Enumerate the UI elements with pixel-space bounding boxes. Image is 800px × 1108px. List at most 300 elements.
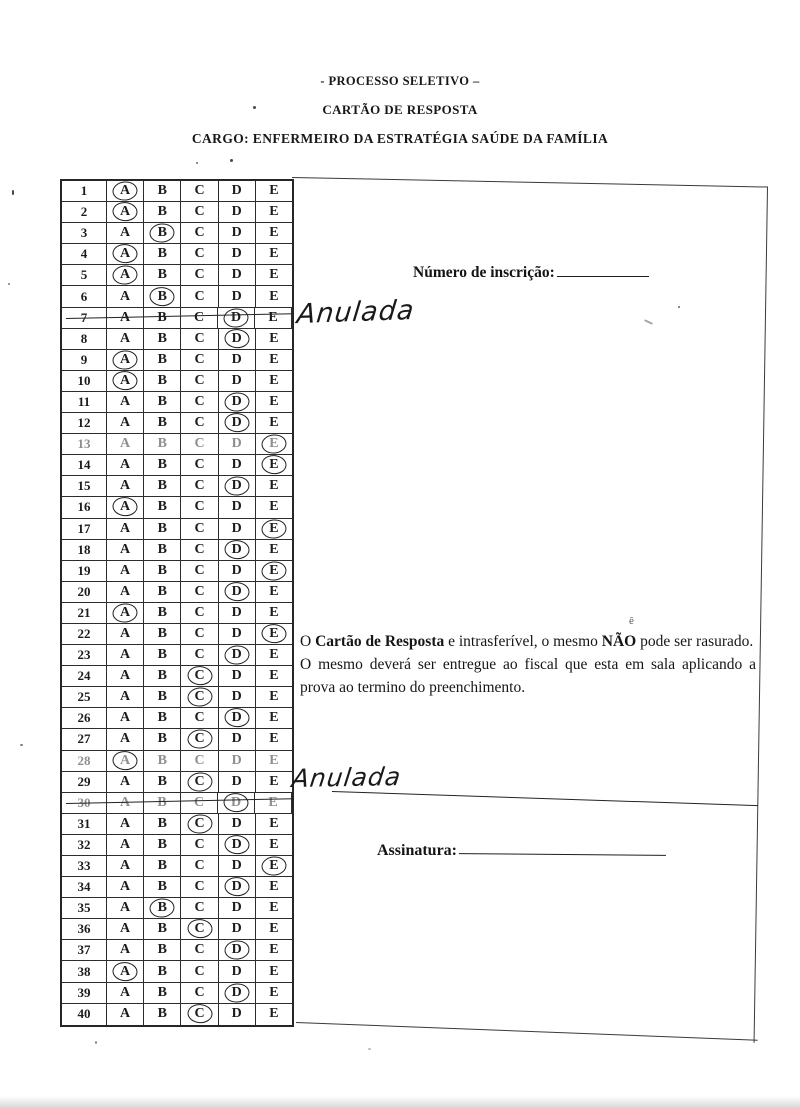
option-cell	[219, 961, 256, 981]
option-letter: A	[119, 309, 131, 325]
option-cell	[181, 814, 218, 834]
option-letter: B	[157, 647, 167, 663]
option-letter: C	[194, 330, 205, 346]
answer-row	[62, 1004, 292, 1025]
option-cell	[181, 244, 218, 264]
option-letter: A	[120, 183, 131, 199]
question-number-cell: 40	[62, 1004, 107, 1025]
option-letter: C	[194, 478, 205, 494]
answer-row	[62, 983, 292, 1004]
option-letter: D	[231, 436, 242, 452]
answer-grid	[60, 179, 294, 1027]
question-number-cell: 34	[62, 877, 107, 897]
question-number-cell: 25	[62, 687, 107, 707]
option-cell	[107, 371, 144, 391]
option-letter: A	[120, 921, 131, 937]
option-cell	[181, 476, 218, 496]
option-cell	[181, 286, 218, 306]
scan-speck	[368, 1048, 371, 1050]
question-number-cell: 11	[62, 392, 107, 412]
option-cell	[219, 751, 256, 771]
option-letter: C	[194, 647, 205, 663]
option-cell	[107, 645, 144, 665]
option-cell	[181, 940, 218, 960]
option-cell	[144, 476, 181, 496]
option-cell	[181, 202, 218, 222]
option-cell	[181, 223, 218, 243]
option-cell	[256, 751, 292, 771]
option-cell	[144, 308, 181, 328]
option-cell	[107, 940, 144, 960]
option-letter: C	[194, 225, 205, 241]
option-letter: C	[194, 963, 205, 979]
option-cell	[181, 434, 218, 454]
option-cell	[219, 244, 256, 264]
option-letter: D	[231, 836, 242, 852]
answer-row	[62, 708, 292, 729]
inscription-label: Número de inscrição:	[413, 264, 555, 281]
signature-label: Assinatura:	[377, 842, 458, 859]
option-letter: C	[194, 583, 205, 599]
answer-circle	[224, 876, 250, 897]
option-cell	[256, 286, 292, 306]
option-cell	[144, 687, 181, 707]
option-cell	[219, 835, 256, 855]
option-letter: A	[120, 773, 131, 789]
answer-row	[62, 434, 292, 455]
option-cell	[181, 877, 218, 897]
option-cell	[256, 202, 292, 222]
option-letter: A	[120, 499, 131, 515]
option-letter: E	[269, 984, 279, 1000]
option-letter: C	[194, 858, 205, 874]
option-cell	[219, 476, 256, 496]
option-cell	[219, 286, 256, 306]
question-number-cell: 37	[62, 940, 107, 960]
option-letter: A	[120, 879, 131, 895]
option-letter: C	[194, 393, 205, 409]
answer-circle	[112, 370, 138, 391]
option-letter: D	[231, 393, 242, 409]
option-letter: C	[194, 710, 205, 726]
option-letter: C	[194, 499, 205, 515]
option-letter: A	[120, 689, 131, 705]
option-cell	[256, 223, 292, 243]
option-letter: B	[157, 626, 167, 642]
option-cell	[181, 561, 218, 581]
option-letter: D	[231, 879, 242, 895]
answer-row	[62, 582, 292, 603]
option-cell	[256, 371, 292, 391]
option-cell	[256, 687, 292, 707]
option-letter: E	[269, 731, 279, 747]
question-number-cell: 2	[62, 202, 107, 222]
option-cell	[144, 961, 181, 981]
option-letter: E	[269, 457, 279, 473]
option-cell	[107, 561, 144, 581]
option-cell	[107, 919, 144, 939]
option-letter: C	[194, 372, 205, 388]
option-letter: C	[194, 1006, 205, 1022]
option-letter: A	[120, 752, 131, 768]
instructions-paragraph-1	[300, 630, 756, 653]
option-letter: C	[194, 689, 205, 705]
option-cell	[256, 434, 292, 454]
option-cell	[107, 687, 144, 707]
answer-circle	[224, 581, 250, 602]
option-cell	[181, 329, 218, 349]
option-letter: B	[157, 330, 167, 346]
option-letter: A	[120, 372, 131, 388]
question-number-cell: 3	[62, 223, 107, 243]
option-letter: A	[120, 1006, 131, 1022]
answer-circle	[261, 623, 287, 644]
option-cell	[144, 835, 181, 855]
option-letter: A	[120, 900, 131, 916]
option-cell	[144, 244, 181, 264]
option-letter: A	[120, 668, 131, 684]
option-cell	[256, 582, 292, 602]
question-number-cell: 33	[62, 856, 107, 876]
option-cell	[219, 940, 256, 960]
option-letter: B	[157, 921, 167, 937]
answer-row	[62, 350, 292, 371]
option-letter: B	[157, 499, 167, 515]
option-cell	[219, 497, 256, 517]
option-letter: D	[231, 752, 242, 768]
option-letter: E	[269, 604, 279, 620]
option-cell	[107, 202, 144, 222]
answer-circle	[223, 391, 250, 412]
option-letter: B	[157, 794, 167, 810]
answer-circle	[112, 244, 138, 265]
answer-row	[62, 856, 292, 877]
option-letter: A	[120, 942, 131, 958]
option-letter: B	[157, 710, 167, 726]
question-number-cell: 39	[62, 983, 107, 1003]
option-letter: A	[120, 647, 131, 663]
option-cell	[256, 1004, 292, 1025]
option-cell	[144, 392, 181, 412]
option-cell	[256, 898, 292, 918]
option-cell	[219, 455, 256, 475]
option-cell	[107, 413, 144, 433]
option-cell	[107, 666, 144, 686]
answer-circle	[186, 813, 213, 834]
option-letter: B	[157, 478, 167, 494]
option-letter: D	[231, 541, 242, 557]
question-number-cell: 8	[62, 329, 107, 349]
instructions-p1-mid: e intrasferível, o mesmo	[444, 633, 602, 650]
option-cell	[256, 265, 292, 285]
option-cell	[107, 497, 144, 517]
option-cell	[181, 265, 218, 285]
option-letter: A	[120, 562, 131, 578]
option-cell	[107, 455, 144, 475]
option-letter: C	[194, 351, 205, 367]
option-letter: A	[120, 984, 131, 1000]
option-cell	[219, 645, 256, 665]
option-letter: C	[194, 815, 205, 831]
option-letter: E	[269, 879, 279, 895]
option-letter: D	[230, 309, 242, 325]
option-letter: C	[194, 836, 205, 852]
question-number-cell: 21	[62, 603, 107, 623]
option-letter: D	[231, 731, 242, 747]
question-number-cell: 16	[62, 497, 107, 517]
option-letter: E	[269, 204, 279, 220]
option-cell	[107, 877, 144, 897]
option-letter: C	[194, 879, 205, 895]
option-letter: D	[231, 478, 242, 494]
question-number-cell: 22	[62, 624, 107, 644]
option-cell	[144, 455, 181, 475]
question-number-cell: 20	[62, 582, 107, 602]
option-cell	[256, 244, 292, 264]
option-cell	[181, 729, 218, 749]
option-cell	[219, 265, 256, 285]
answer-circle	[261, 434, 288, 455]
answer-circle	[112, 265, 139, 286]
option-cell	[144, 708, 181, 728]
option-cell	[181, 666, 218, 686]
option-letter: C	[194, 900, 205, 916]
option-cell	[107, 814, 144, 834]
option-cell	[256, 497, 292, 517]
option-cell	[144, 624, 181, 644]
option-letter: C	[194, 267, 205, 283]
scan-speck	[196, 162, 198, 164]
option-letter: A	[120, 815, 131, 831]
answer-circle	[186, 729, 213, 750]
option-letter: B	[157, 731, 167, 747]
option-letter: C	[194, 731, 205, 747]
option-cell	[219, 729, 256, 749]
option-cell	[107, 624, 144, 644]
option-cell	[144, 202, 181, 222]
option-letter: C	[194, 520, 205, 536]
option-cell	[181, 835, 218, 855]
answer-row	[62, 497, 292, 518]
option-cell	[144, 940, 181, 960]
option-cell	[144, 371, 181, 391]
answer-row	[62, 835, 292, 856]
instructions-block	[300, 630, 756, 699]
option-cell	[256, 476, 292, 496]
option-cell	[219, 814, 256, 834]
answer-circle	[223, 476, 250, 497]
option-cell	[255, 793, 292, 813]
answer-circle	[186, 1003, 212, 1024]
option-cell	[107, 961, 144, 981]
answer-row	[62, 751, 292, 772]
option-cell	[219, 772, 256, 792]
option-letter: D	[231, 1006, 242, 1022]
option-cell	[107, 244, 144, 264]
option-cell	[181, 772, 218, 792]
answer-row	[62, 961, 292, 982]
answer-circle	[224, 412, 250, 433]
option-cell	[181, 455, 218, 475]
option-cell	[181, 181, 218, 201]
question-number-cell: 28	[62, 751, 107, 771]
option-letter: E	[269, 921, 279, 937]
option-letter: D	[231, 689, 242, 705]
option-cell	[256, 350, 292, 370]
question-number-cell: 19	[62, 561, 107, 581]
option-letter: E	[269, 330, 279, 346]
option-letter: B	[157, 183, 167, 199]
answer-row	[62, 455, 292, 476]
option-letter: C	[194, 415, 205, 431]
option-letter: B	[157, 457, 167, 473]
instructions-paragraph-2: O mesmo deverá ser entregue ao fiscal que esta em sala aplicando a prova ao termino do preenchimento.	[300, 656, 756, 696]
option-cell	[181, 898, 218, 918]
option-letter: E	[269, 668, 279, 684]
option-letter: A	[120, 225, 131, 241]
answer-circle	[261, 455, 287, 476]
option-cell	[181, 392, 218, 412]
answer-row	[62, 181, 292, 202]
answer-circle	[112, 497, 138, 518]
option-cell	[219, 519, 256, 539]
question-number-cell: 29	[62, 772, 107, 792]
question-number-cell: 13	[62, 434, 107, 454]
option-letter: E	[269, 499, 279, 515]
option-letter: D	[231, 183, 242, 199]
answer-circle	[224, 708, 250, 729]
question-number-cell: 4	[62, 244, 107, 264]
option-letter: D	[231, 815, 242, 831]
option-letter: A	[120, 267, 131, 283]
option-cell	[181, 350, 218, 370]
answer-row	[62, 666, 292, 687]
option-letter: A	[120, 393, 131, 409]
option-cell	[181, 961, 218, 981]
option-cell	[144, 350, 181, 370]
question-number-cell: 27	[62, 729, 107, 749]
question-number-cell: 30	[62, 793, 107, 813]
option-letter: D	[231, 583, 242, 599]
option-letter: B	[157, 583, 167, 599]
option-cell	[144, 793, 181, 813]
option-cell	[107, 603, 144, 623]
option-cell	[181, 371, 218, 391]
option-cell	[107, 540, 144, 560]
option-letter: A	[120, 836, 131, 852]
answer-circle	[186, 771, 213, 792]
option-letter: A	[120, 858, 131, 874]
option-letter: E	[269, 583, 279, 599]
answer-row	[62, 877, 292, 898]
option-cell	[144, 919, 181, 939]
instructions-p1-prefix: O	[300, 633, 316, 650]
option-cell	[256, 519, 292, 539]
option-cell	[144, 814, 181, 834]
option-letter: B	[157, 668, 167, 684]
option-cell	[181, 919, 218, 939]
option-cell	[256, 729, 292, 749]
option-letter: D	[231, 942, 242, 958]
answer-row	[62, 898, 292, 919]
option-letter: D	[231, 288, 242, 304]
answer-circle	[149, 898, 176, 919]
question-number-cell: 31	[62, 814, 107, 834]
option-letter: E	[269, 858, 279, 874]
answer-row	[62, 308, 292, 329]
option-letter: D	[231, 372, 242, 388]
option-cell	[256, 413, 292, 433]
option-cell	[181, 497, 218, 517]
option-cell	[144, 561, 181, 581]
option-cell	[219, 898, 256, 918]
option-cell	[144, 856, 181, 876]
option-letter: E	[269, 900, 279, 916]
scan-speck	[95, 1041, 97, 1044]
option-cell	[144, 434, 181, 454]
option-cell	[218, 308, 255, 328]
option-letter: B	[157, 963, 167, 979]
signature-blank-line	[459, 839, 666, 856]
header-line-cartao: CARTÃO DE RESPOSTA	[322, 102, 478, 117]
option-letter: D	[231, 457, 242, 473]
option-letter: B	[157, 900, 167, 916]
option-cell	[107, 286, 144, 306]
question-number-cell: 1	[62, 181, 107, 201]
question-number-cell: 5	[62, 265, 107, 285]
option-cell	[144, 519, 181, 539]
answer-row	[62, 919, 292, 940]
option-letter: D	[231, 626, 242, 642]
option-letter: A	[120, 415, 131, 431]
option-cell	[181, 708, 218, 728]
option-letter: B	[157, 541, 167, 557]
header-line-processo: - PROCESSO SELETIVO –	[320, 74, 480, 88]
answer-circle	[223, 940, 250, 961]
option-cell	[255, 308, 292, 328]
option-letter: E	[269, 225, 279, 241]
option-letter: E	[269, 478, 279, 494]
option-letter: C	[194, 668, 205, 684]
answer-circle	[261, 560, 288, 581]
option-cell	[181, 1004, 218, 1025]
answer-row	[62, 814, 292, 835]
option-cell	[256, 455, 292, 475]
option-cell	[144, 751, 181, 771]
option-cell	[107, 181, 144, 201]
option-cell	[219, 350, 256, 370]
question-number-cell: 38	[62, 961, 107, 981]
question-number-cell: 23	[62, 645, 107, 665]
option-letter: C	[194, 246, 205, 262]
option-letter: D	[231, 499, 242, 515]
option-letter: A	[120, 710, 131, 726]
option-cell	[181, 519, 218, 539]
option-cell	[219, 540, 256, 560]
answer-circle	[112, 349, 139, 370]
option-letter: E	[269, 267, 279, 283]
option-letter: D	[231, 710, 242, 726]
option-letter: A	[120, 604, 131, 620]
option-cell	[219, 877, 256, 897]
option-cell	[219, 392, 256, 412]
option-letter: E	[269, 752, 279, 768]
option-cell	[144, 898, 181, 918]
scan-speck	[253, 106, 256, 109]
option-cell	[181, 624, 218, 644]
answer-circle	[223, 307, 250, 328]
option-cell	[144, 772, 181, 792]
